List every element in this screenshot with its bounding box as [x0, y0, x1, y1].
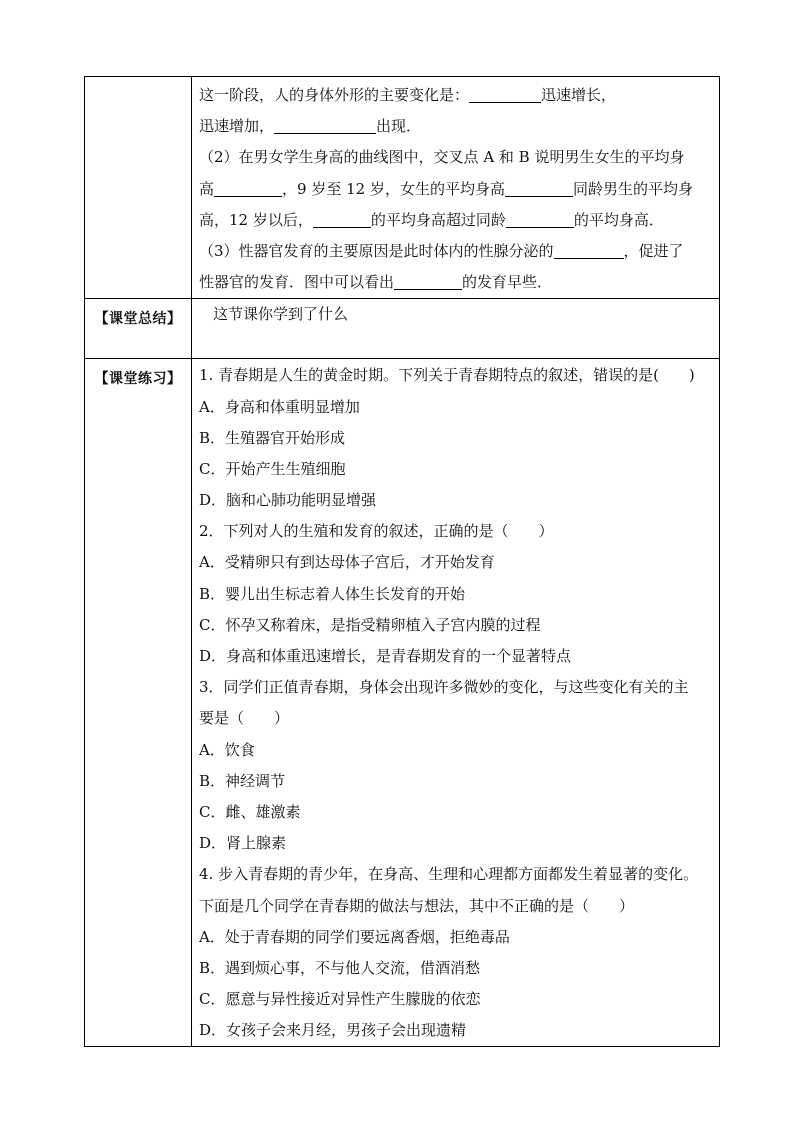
text-line: （2）在男女学生身高的曲线图中，交叉点 A 和 B 说明男生女生的平均身 — [199, 148, 685, 167]
exercise-option[interactable]: B．生殖器官开始形成 — [199, 428, 346, 447]
summary-text: 这节课你学到了什么 — [213, 305, 349, 324]
text-line: 这一阶段，人的身体外形的主要变化是： 迅速增长， — [199, 86, 617, 104]
text-line: 高 ，9 岁至 12 岁，女生的平均身高 同龄男生的平均身 — [199, 179, 693, 198]
exercise-line: 4. 步入青春期的青少年，在身高、生理和心理都方面都发生着显著的变化。 — [199, 865, 699, 884]
exercise-label: 【课堂练习】 — [94, 371, 182, 388]
fill-blank[interactable] — [505, 178, 573, 197]
exercise-option[interactable]: D．身高和体重迅速增长，是青春期发育的一个显著特点 — [199, 647, 572, 665]
text-line: （3）性器官发育的主要原因是此时体内的性腺分泌的 ，促进了 — [199, 241, 684, 260]
exercise-line: 要是（ ） — [199, 709, 290, 728]
exercise-option[interactable]: D．脑和心肺功能明显增强 — [199, 491, 377, 510]
fill-blank[interactable] — [506, 209, 574, 228]
fill-blank[interactable] — [274, 115, 376, 134]
growth-questions-row — [85, 77, 720, 299]
exercise-line: 1. 青春期是人生的黄金时期。下列关于青春期特点的叙述，错误的是( ) — [199, 366, 695, 385]
exercise-cell — [192, 359, 720, 1047]
exercise-option[interactable]: A．饮食 — [199, 740, 255, 759]
text-line: 高，12 岁以后， 的平均身高超过同龄 的平均身高． — [199, 210, 664, 229]
fill-blank[interactable] — [214, 178, 282, 197]
exercise-option[interactable]: B．婴儿出生标志着人体生长发育的开始 — [199, 584, 466, 603]
exercise-option[interactable]: C．开始产生生殖细胞 — [199, 459, 346, 478]
exercise-option[interactable]: C．怀孕又称着床，是指受精卵植入子宫内膜的过程 — [199, 615, 541, 634]
growth-questions-cell — [192, 77, 720, 299]
exercise-line: 下面是几个同学在青春期的做法与想法，其中不正确的是（ ） — [199, 896, 635, 915]
summary-row — [85, 299, 720, 359]
summary-cell — [192, 299, 720, 359]
exercise-line: 3．同学们正值青春期，身体会出现许多微妙的变化，与这些变化有关的主 — [199, 678, 689, 697]
exercise-option[interactable]: B．遇到烦心事，不与他人交流，借酒消愁 — [199, 958, 481, 977]
lesson-table — [84, 76, 720, 1047]
exercise-line: 2．下列对人的生殖和发育的叙述，正确的是（ ） — [199, 522, 554, 541]
exercise-option[interactable]: C．愿意与异性接近对异性产生朦胧的依恋 — [199, 990, 481, 1009]
exercise-option[interactable]: A．受精卵只有到达母体子宫后，才开始发育 — [199, 553, 495, 572]
summary-label-cell — [85, 299, 192, 359]
exercise-row — [85, 359, 720, 1047]
exercise-label-cell — [85, 359, 192, 1047]
exercise-option[interactable]: D．肾上腺素 — [199, 834, 287, 853]
empty-label-cell — [85, 77, 192, 299]
exercise-option[interactable]: B．神经调节 — [199, 771, 286, 790]
exercise-option[interactable]: C．雌、雄激素 — [199, 802, 301, 821]
fill-blank[interactable] — [469, 84, 541, 103]
exercise-option[interactable]: A．身高和体重明显增加 — [199, 397, 360, 416]
fill-blank[interactable] — [313, 209, 371, 228]
exercise-option[interactable]: A．处于青春期的同学们要远离香烟，拒绝毒品 — [199, 927, 510, 946]
exercise-option[interactable]: D．女孩子会来月经，男孩子会出现遗精 — [199, 1021, 467, 1040]
fill-blank[interactable] — [394, 271, 462, 290]
summary-label: 【课堂总结】 — [94, 311, 182, 328]
text-line: 性器官的发育．图中可以看出 的发育早些． — [199, 273, 553, 292]
text-line: 迅速增加， 出现． — [199, 117, 422, 136]
fill-blank[interactable] — [554, 240, 624, 259]
